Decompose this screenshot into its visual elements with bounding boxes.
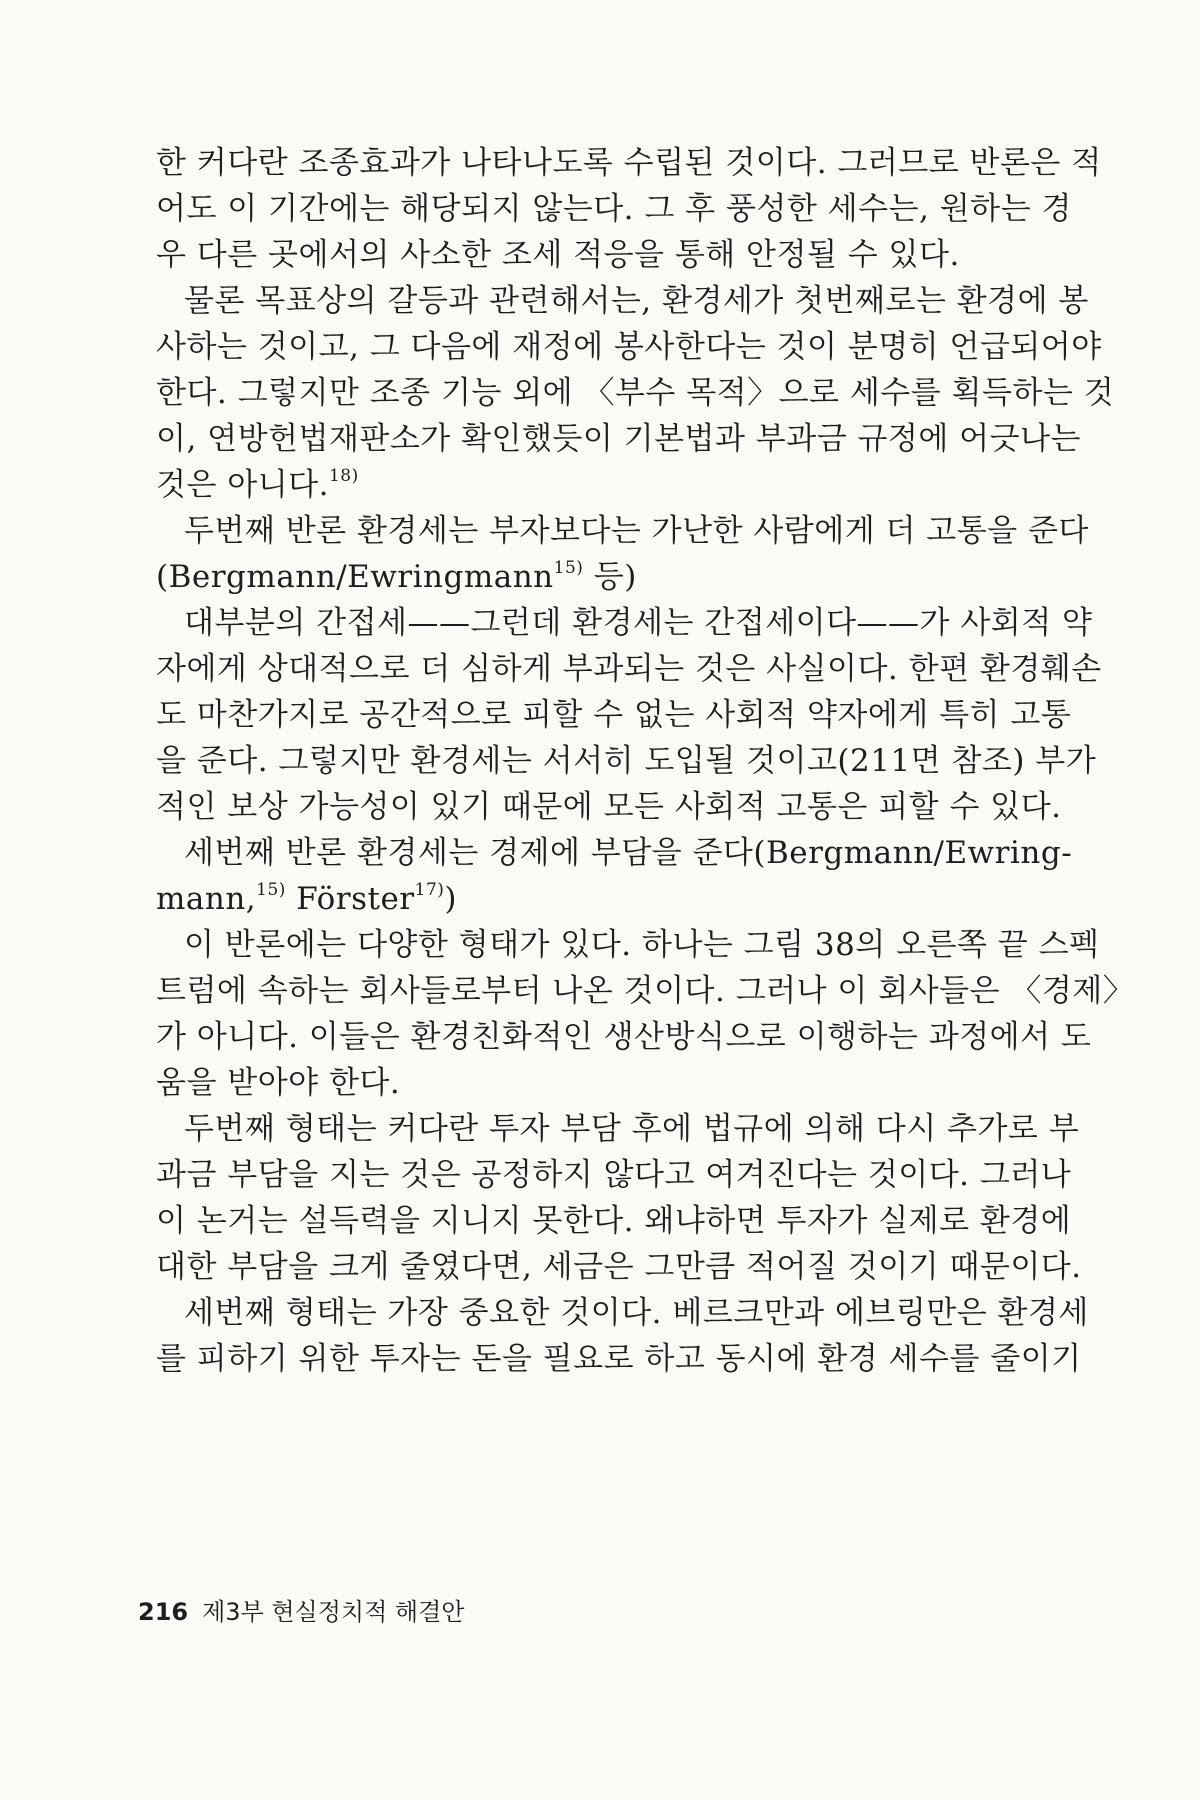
citation-text: ) xyxy=(444,881,457,917)
text-line: 를 피하기 위한 투자는 돈을 필요로 하고 동시에 환경 세수를 줄이기 xyxy=(156,1341,1082,1377)
text-line: 적인 보상 가능성이 있기 때문에 모든 사회적 고통은 피할 수 있다. xyxy=(156,789,1062,825)
page-footer xyxy=(138,1592,464,1632)
footnote-ref: 17) xyxy=(414,880,445,900)
text-line: 대부분의 간접세——그런데 환경세는 간접세이다——가 사회적 약 xyxy=(184,605,1093,641)
text-line: 사하는 것이고, 그 다음에 재정에 봉사한다는 것이 분명히 언급되어야 xyxy=(156,329,1102,365)
text-line: 움을 받아야 한다. xyxy=(156,1065,401,1101)
citation-line xyxy=(156,553,1058,601)
citation-text: 등) xyxy=(583,559,637,595)
page-number: 216 xyxy=(138,1598,189,1626)
text-line: 과금 부담을 지는 것은 공정하지 않다고 여겨진다는 것이다. 그러나 xyxy=(156,1157,1072,1193)
section-heading: 두번째 반론 환경세는 부자보다는 가난한 사람에게 더 고통을 준다 xyxy=(184,513,1089,549)
citation-text: mann, xyxy=(156,881,257,917)
footnote-ref: 15) xyxy=(553,558,584,578)
text-line: 이 논거는 설득력을 지니지 못한다. 왜냐하면 투자가 실제로 환경에 xyxy=(156,1203,1072,1239)
text-line: 우 다른 곳에서의 사소한 조세 적응을 통해 안정될 수 있다. xyxy=(156,237,960,273)
text-line: 물론 목표상의 갈등과 관련해서는, 환경세가 첫번째로는 환경에 봉 xyxy=(184,283,1089,319)
citation-text: Förster xyxy=(285,881,415,917)
text-line: 대한 부담을 크게 줄였다면, 세금은 그만큼 적어질 것이기 때문이다. xyxy=(156,1249,1082,1285)
footnote-ref: 18) xyxy=(328,466,359,486)
text-line: 세번째 형태는 가장 중요한 것이다. 베르크만과 에브링만은 환경세 xyxy=(184,1295,1089,1331)
text-line: 을 준다. 그렇지만 환경세는 서서히 도입될 것이고(211면 참조) 부가 xyxy=(156,743,1097,779)
text-line: 도 마찬가지로 공간적으로 피할 수 없는 사회적 약자에게 특히 고통 xyxy=(156,697,1072,733)
text-line: 이 반론에는 다양한 형태가 있다. 하나는 그림 38의 오른쪽 끝 스펙 xyxy=(184,927,1100,963)
section-heading: 세번째 반론 환경세는 경제에 부담을 준다(Bergmann/Ewring- xyxy=(184,835,1073,871)
text-line: 자에게 상대적으로 더 심하게 부과되는 것은 사실이다. 한편 환경훼손 xyxy=(156,651,1102,687)
text-line: 트럼에 속하는 회사들로부터 나온 것이다. 그러나 이 회사들은 〈경제〉 xyxy=(156,973,1135,1009)
footnote-ref: 15) xyxy=(256,880,286,900)
text-line: 이, 연방헌법재판소가 확인했듯이 기본법과 부과금 규정에 어긋나는 xyxy=(156,421,1081,457)
text-line: 한 커다란 조종효과가 나타나도록 수립된 것이다. 그러므로 반론은 적 xyxy=(156,145,1102,181)
text-line: 가 아니다. 이들은 환경친화적인 생산방식으로 이행하는 과정에서 도 xyxy=(156,1019,1092,1055)
text-line: 어도 이 기간에는 해당되지 않는다. 그 후 풍성한 세수는, 원하는 경 xyxy=(156,191,1072,227)
text-line xyxy=(156,461,1058,509)
text-line: 한다. 그렇지만 조종 기능 외에 〈부수 목적〉으로 세수를 획득하는 것 xyxy=(156,375,1115,411)
citation-text: (Bergmann/Ewringmann xyxy=(156,559,554,595)
line-text: 것은 아니다. xyxy=(156,467,329,503)
citation-line xyxy=(156,875,1058,923)
text-line: 두번째 형태는 커다란 투자 부담 후에 법규에 의해 다시 추가로 부 xyxy=(184,1111,1080,1147)
running-section-title: 제3부 현실정치적 해결안 xyxy=(202,1598,465,1626)
